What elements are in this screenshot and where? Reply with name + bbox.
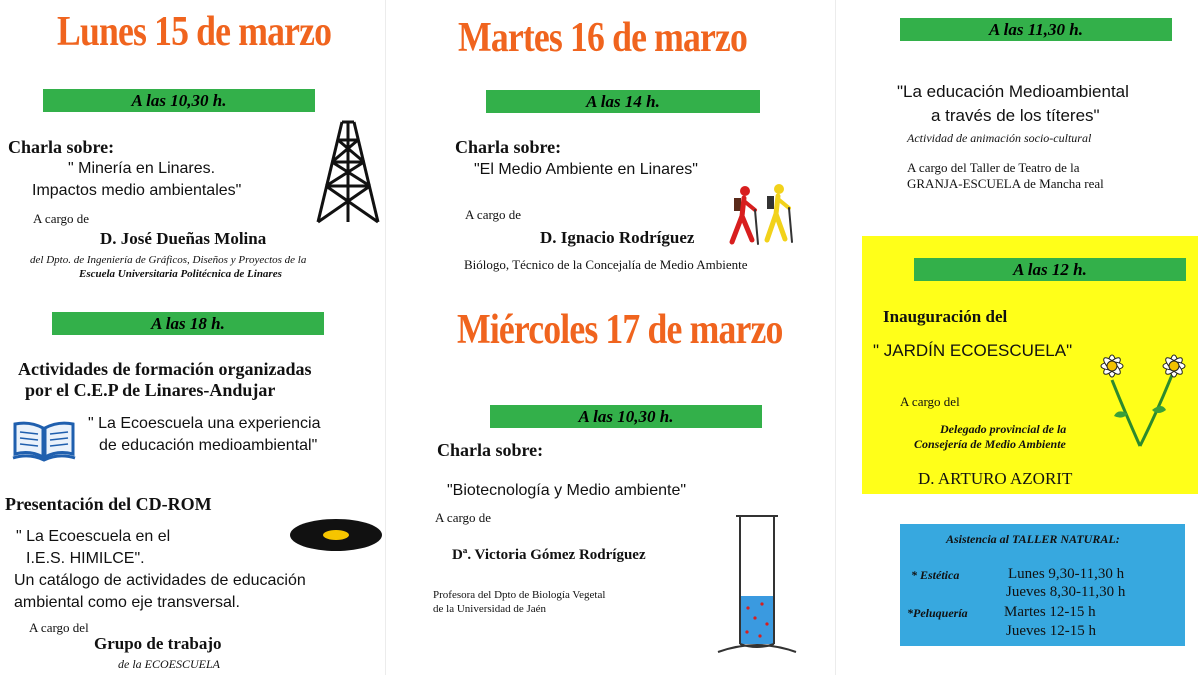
inauguration-speaker: D. ARTURO AZORIT	[918, 469, 1073, 488]
cd-disc-icon	[289, 518, 383, 552]
taller-peluqueria-label: *Peluquería	[907, 606, 968, 620]
wednesday-speaker-role-line2: de la Universidad de Jaén	[433, 603, 547, 615]
monday-time-bar-2: A las 18 h.	[52, 312, 324, 335]
inauguration-role-line1: Delegado provincial de la	[940, 422, 1067, 436]
monday-activities-heading-line1: Actividades de formación organizadas	[18, 359, 312, 379]
tuesday-talk-label: Charla sobre:	[455, 137, 562, 157]
monday-cdrom-line4: ambiental como eje transversal.	[14, 594, 240, 611]
taller-peluqueria-schedule-2: Jueves 12-15 h	[1006, 623, 1096, 639]
monday-ecoescuela-quote-line2: de educación medioambiental"	[99, 437, 318, 454]
wednesday-talk-title: "Biotecnología y Medio ambiente"	[447, 482, 687, 499]
monday-date-title: Lunes 15 de marzo	[57, 9, 332, 55]
monday-speaker-dept-line2: Escuela Universitaria Politécnica de Linares	[79, 268, 282, 280]
wednesday-speaker-role-line1: Profesora del Dpto de Biología Vegetal	[433, 589, 606, 601]
monday-speaker: D. José Dueñas Molina	[100, 229, 267, 248]
monday-cdrom-heading: Presentación del CD-ROM	[5, 494, 212, 514]
tuesday-speaker-role: Biólogo, Técnico de la Concejalía de Medio Ambiente	[464, 257, 748, 272]
mining-tower-icon	[312, 118, 384, 226]
monday-cdrom-group: Grupo de trabajo	[94, 634, 222, 653]
right-time-bar-1: A las 11,30 h.	[900, 18, 1172, 41]
tuesday-time-bar: A las 14 h.	[486, 90, 760, 113]
monday-cdrom-line2: I.E.S. HIMILCE".	[26, 550, 145, 567]
garden-title: " JARDÍN ECOESCUELA"	[873, 341, 1073, 360]
wednesday-date-title: Miércoles 17 de marzo	[457, 307, 783, 353]
open-book-icon	[12, 420, 76, 462]
test-tube-icon	[710, 512, 804, 657]
monday-speaker-dept-line1: del Dpto. de Ingeniería de Gráficos, Diseños y Proyectos de la	[30, 254, 307, 266]
monday-by-label: A cargo de	[33, 211, 90, 226]
wednesday-time-bar: A las 10,30 h.	[490, 405, 762, 428]
inauguration-by-label: A cargo del	[900, 394, 960, 409]
tuesday-wednesday-panel	[385, 0, 835, 675]
right-time-bar-2: A las 12 h.	[914, 258, 1186, 281]
puppets-subtitle: Actividad de animación socio-cultural	[907, 131, 1092, 145]
taller-estetica-schedule-2: Jueves 8,30-11,30 h	[1006, 584, 1126, 600]
taller-peluqueria-schedule-1: Martes 12-15 h	[1004, 604, 1096, 620]
inauguration-box	[862, 236, 1198, 494]
tuesday-by-label: A cargo de	[465, 207, 522, 222]
monday-cdrom-line3: Un catálogo de actividades de educación	[14, 572, 306, 589]
monday-cdrom-line1: " La Ecoescuela en el	[16, 528, 171, 545]
taller-heading: Asistencia al TALLER NATURAL:	[946, 532, 1120, 546]
puppets-by-line1: A cargo del Taller de Teatro de la	[907, 160, 1080, 175]
daisy-flowers-icon	[1088, 350, 1196, 450]
monday-time-bar-1: A las 10,30 h.	[43, 89, 315, 112]
tuesday-date-title: Martes 16 de marzo	[458, 15, 748, 61]
hikers-icon	[725, 184, 805, 246]
monday-cdrom-group-sub: de la ECOESCUELA	[118, 657, 220, 671]
monday-ecoescuela-quote-line1: " La Ecoescuela una experiencia	[88, 415, 321, 432]
taller-natural-box	[900, 524, 1185, 646]
wednesday-speaker: Dª. Victoria Gómez Rodríguez	[452, 547, 646, 563]
monday-talk-title-line1: " Minería en Linares.	[68, 160, 216, 177]
tuesday-speaker: D. Ignacio Rodríguez	[540, 228, 695, 247]
puppets-title-line1: "La educación Medioambiental	[897, 82, 1129, 101]
taller-estetica-schedule-1: Lunes 9,30-11,30 h	[1008, 566, 1125, 582]
monday-talk-title-line2: Impactos medio ambientales"	[32, 182, 242, 199]
tuesday-talk-title: "El Medio Ambiente en Linares"	[474, 161, 698, 178]
taller-estetica-label: * Estética	[911, 568, 960, 582]
puppets-by-line2: GRANJA-ESCUELA de Mancha real	[907, 176, 1104, 191]
monday-talk-label: Charla sobre:	[8, 137, 115, 157]
wednesday-talk-label: Charla sobre:	[437, 440, 544, 460]
monday-panel	[0, 0, 385, 675]
inauguration-role-line2: Consejería de Medio Ambiente	[914, 437, 1066, 451]
puppets-title-line2: a través de los títeres"	[931, 106, 1100, 125]
wednesday-by-label: A cargo de	[435, 510, 492, 525]
inauguration-heading: Inauguración del	[883, 307, 1008, 326]
monday-activities-heading-line2: por el C.E.P de Linares-Andujar	[25, 380, 276, 400]
monday-cdrom-by-label: A cargo del	[29, 620, 89, 635]
